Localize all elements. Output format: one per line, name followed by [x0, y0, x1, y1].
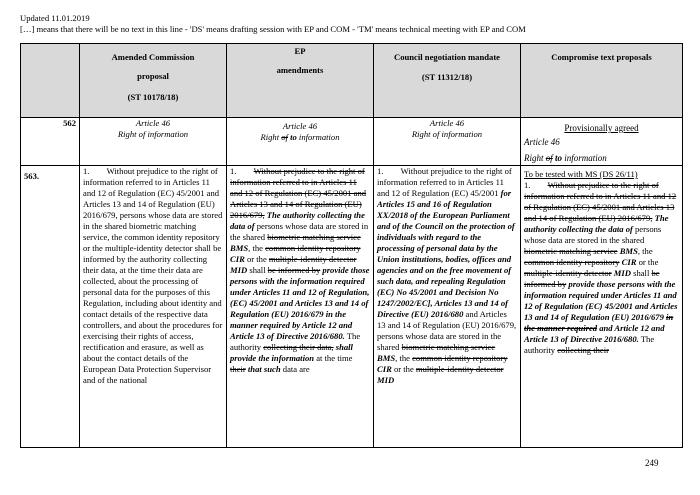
- text-run: 1.: [230, 166, 254, 176]
- text-run: BMS: [619, 246, 638, 256]
- text-run: MID: [377, 375, 395, 385]
- text-run: biometric matching service: [401, 342, 496, 352]
- text-run: , the: [395, 353, 413, 363]
- header-compromise: Compromise text proposals: [521, 44, 683, 118]
- comparison-table: [20, 43, 683, 448]
- text-run: CIR: [377, 364, 392, 374]
- page-number: 249: [645, 458, 659, 468]
- compromise-cell: [521, 166, 683, 448]
- row-number: 563.: [21, 166, 80, 448]
- text-run: Without prejudice to the right of information referred to in Articles 11 and 12 of Regulation (EC) 45/2001 and Articles 13 and 14 of Regulation (EU) 2016/679,: [230, 166, 367, 220]
- council-cell: Article 46 Right of information: [374, 118, 521, 166]
- text-run: The authority: [230, 331, 361, 352]
- text-run: common identity repository: [524, 257, 620, 267]
- text-run: persons whose data are stored in the shared: [524, 224, 662, 245]
- text-run: The authority: [524, 334, 655, 355]
- text-run: their: [230, 364, 246, 374]
- commission-cell: Article 46 Right of information: [80, 118, 227, 166]
- table-row-562: [21, 118, 683, 166]
- header-council: Council negotiation mandate (ST 11312/18): [374, 44, 521, 118]
- text-run: biometric matching service: [524, 246, 618, 256]
- text-run: provide those persons with the information required under Articles 11 and 12 of Regulation (EC) 45/2001 and Articles 13 and 14 of Regulation (EU) 2016/679: [524, 279, 678, 322]
- text-run: The authority collecting the data of: [524, 213, 669, 234]
- status-label: To be tested with MS (DS 26/11): [524, 169, 638, 179]
- text-run: that such: [247, 364, 281, 374]
- updated-date: Updated 11.01.2019: [20, 13, 90, 23]
- text-run: collecting their data,: [263, 342, 334, 352]
- text-run: common identity repository: [265, 243, 361, 253]
- council-cell: [374, 166, 521, 448]
- text-run: multiple-identity detector: [268, 254, 357, 264]
- compromise-cell: Provisionally agreed Article 46 Right of to information: [521, 118, 683, 166]
- text-run: Without prejudice to the right of information referred to in Articles 11 and 12 of Regulation (EC) 45/2001 and Articles 13 and 14 of Regulation (EU) 2016/679,: [524, 180, 677, 223]
- text-run: or the: [244, 254, 269, 264]
- table-header-row: [21, 44, 683, 118]
- text-run: collecting their: [557, 345, 609, 355]
- table-row-563: [21, 166, 683, 448]
- text-run: for Articles 15 and 16 of Regulation XX/2018 of the European Parliament and of the Council on the protection of individuals with regard to the processing of personal data by the Union institutions, bodies, offices and agencies and on the free movement of such data, and repealing Regulation (EC) No 45/2001 and Decision No 1247/2002/EC], Articles 13 and 14 of Directive (EU) 2016/680: [377, 188, 515, 319]
- text-run: multiple-identity detector: [524, 268, 612, 278]
- text-run: or the: [391, 364, 416, 374]
- text-run: be informed by: [267, 265, 321, 275]
- text-run: MID: [613, 268, 631, 278]
- header-ep: EP amendments: [227, 44, 374, 118]
- text-run: at the time: [314, 353, 353, 363]
- text-run: MID: [230, 265, 248, 275]
- text-run: CIR: [230, 254, 245, 264]
- text-run: The authority collecting the data of: [230, 210, 365, 231]
- text-run: shall: [247, 265, 268, 275]
- legend-note: […] means that there will be no text in this line - 'DS' means drafting session with EP and COM - 'TM' means technical meeting with EP and COM: [20, 24, 526, 34]
- text-run: CIR: [621, 257, 637, 267]
- text-run: BMS: [230, 243, 249, 253]
- text-run: or the: [636, 257, 659, 267]
- text-run: 1. Without prejudice to the right of information referred to in Articles 11 and 12 of Regulation (EC) 45/2001: [377, 166, 512, 198]
- text-run: shall: [630, 268, 652, 278]
- row-number: 562: [21, 118, 80, 166]
- text-run: data are: [280, 364, 310, 374]
- ep-cell: Article 46 Right of to information: [227, 118, 374, 166]
- text-run: persons whose data are stored in the shared: [230, 221, 369, 242]
- text-run: shall provide the information: [230, 342, 353, 363]
- text-run: be informed by: [524, 268, 660, 289]
- text-run: provide those persons with the information required under Articles 11 and 12 of Regulation, (EC) 45/2001 and Articles 13 and 14 of Regulation (EU) 2016/679 in the manner required by Article 12 and Article 13 of Directive 2016/680.: [230, 265, 370, 341]
- text-run: biometric matching service: [267, 232, 361, 242]
- text-run: , the: [637, 246, 653, 256]
- text-run: 1.: [524, 180, 548, 190]
- document-header: [20, 13, 526, 35]
- text-run: common identity repository: [412, 353, 508, 363]
- commission-cell: 1. Without prejudice to the right of information referred to in Articles 11 and 12 of Regulation (EC) 45/2001 and Articles 13 and 14 of Regulation (EU) 2016/679, persons whose data are stored in the shared biometric matching service, the common identity repository or the multiple-identity detector shall be informed by the authority collecting their data, at the time their data are collected, about the processing of personal data for the purposes of this Regulation, including about identity and contact details of the respective data controllers, and about the procedures for exercising their rights of access, rectification and erasure, as well as about the contact details of the European Data Protection Supervisor and of the national: [80, 166, 227, 448]
- status-label: Provisionally agreed: [564, 123, 639, 133]
- text-run: in the manner required: [524, 312, 674, 333]
- header-commission: Amended Commission proposal (ST 10178/18): [80, 44, 227, 118]
- text-run: and Article 12 and Article 13 of Directive 2016/680.: [524, 323, 665, 344]
- header-empty-cell: [21, 44, 80, 118]
- text-run: and Articles 13 and 14 of Regulation (EU) 2016/679, persons whose data are stored in the shared: [377, 309, 517, 352]
- text-run: multiple-identity detector: [415, 364, 504, 374]
- text-run: BMS: [377, 353, 396, 363]
- text-run: , the: [248, 243, 266, 253]
- ep-cell: [227, 166, 374, 448]
